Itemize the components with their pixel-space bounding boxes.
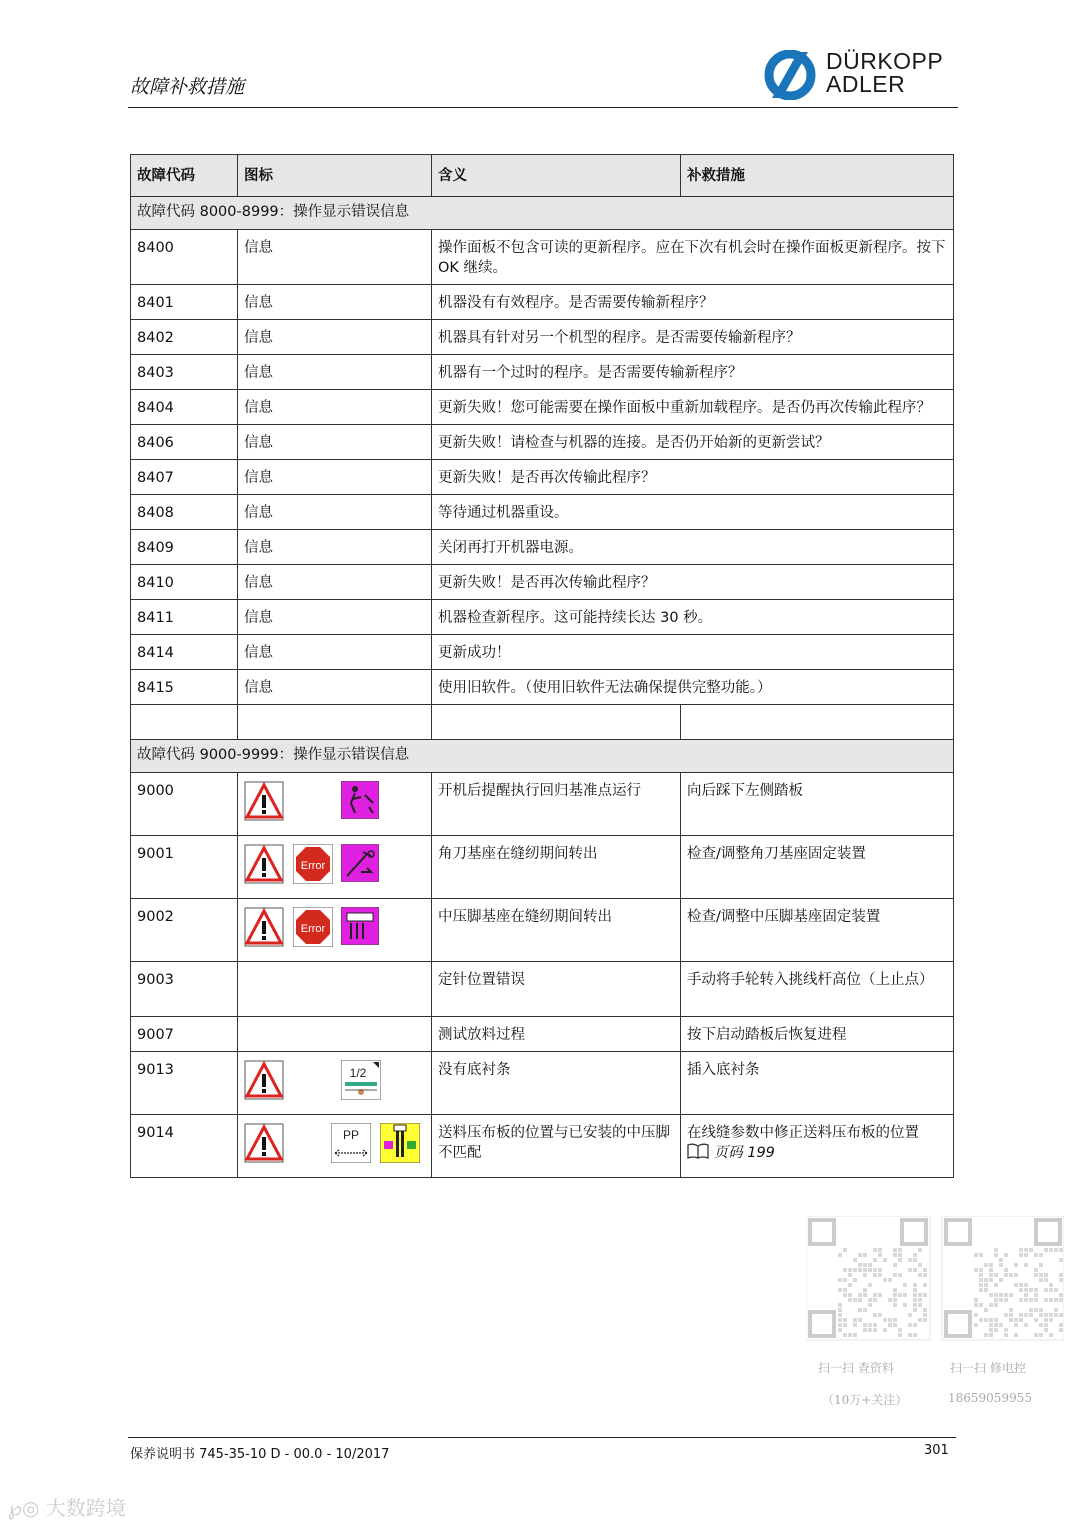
- table-row: [131, 836, 954, 899]
- footer-rule: [128, 1437, 956, 1438]
- icon-cell: 信息: [238, 635, 432, 670]
- table-row: [131, 285, 954, 320]
- code-cell: 8401: [131, 285, 238, 320]
- logo-text: [826, 50, 943, 96]
- logo-line1: DÜRKOPP: [826, 48, 944, 74]
- meaning-cell: 更新失败！是否再次传输此程序？: [432, 460, 954, 495]
- watermark: [8, 1492, 126, 1521]
- remedy-cell: 检查/调整角刀基座固定装置: [681, 836, 954, 899]
- meaning-cell: 关闭再打开机器电源。: [432, 530, 954, 565]
- section-row: [131, 197, 954, 230]
- error-stop-icon: [293, 844, 333, 884]
- qr-caption: 扫一扫 修电控: [950, 1361, 1026, 1375]
- meaning-cell: 送料压布板的位置与已安装的中压脚不匹配: [432, 1115, 681, 1178]
- meaning-cell: 开机后提醒执行回归基准点运行: [432, 773, 681, 836]
- table-header-row: [131, 155, 954, 197]
- icon-cell: 信息: [238, 600, 432, 635]
- section-title: 故障代码 8000-8999：操作显示错误信息: [131, 197, 954, 230]
- table-row: [131, 530, 954, 565]
- code-cell: 9000: [131, 773, 238, 836]
- error-code-table: [130, 154, 954, 1178]
- meaning-cell: 操作面板不包含可读的更新程序。应在下次有机会时在操作面板更新程序。按下 OK 继续。: [432, 230, 954, 285]
- code-cell: 8403: [131, 355, 238, 390]
- code-cell: 8408: [131, 495, 238, 530]
- meaning-cell: 更新失败！您可能需要在操作面板中重新加载程序。是否仍再次传输此程序？: [432, 390, 954, 425]
- logo-mark-icon: [762, 50, 822, 100]
- table-row: [131, 320, 954, 355]
- code-cell: 9007: [131, 1017, 238, 1052]
- error-stop-icon: [293, 907, 333, 947]
- meaning-cell: 机器具有针对另一个机型的程序。是否需要传输新程序？: [432, 320, 954, 355]
- table-row: [131, 495, 954, 530]
- presser-plate-icon: [331, 1123, 371, 1163]
- warning-icon: [244, 907, 284, 947]
- table-row: [131, 600, 954, 635]
- qr-codes: [806, 1216, 1064, 1407]
- icon-cell: [238, 1017, 432, 1052]
- corner-knife-icon: [341, 844, 379, 882]
- column-header: 含义: [432, 155, 681, 197]
- clamp-position-icon: [380, 1123, 420, 1163]
- icon-cell: 信息: [238, 495, 432, 530]
- icon-cell: [238, 773, 432, 836]
- remedy-cell: 检查/调整中压脚基座固定装置: [681, 899, 954, 962]
- table-row: [131, 425, 954, 460]
- empty-row: [131, 705, 954, 740]
- column-header: 故障代码: [131, 155, 238, 197]
- reference-point-icon: [341, 781, 379, 819]
- meaning-cell: 使用旧软件。（使用旧软件无法确保提供完整功能。）: [432, 670, 954, 705]
- remedy-cell: 手动将手轮转入挑线杆高位（上止点）: [681, 962, 954, 1017]
- icon-cell: [238, 899, 432, 962]
- icon-cell: [238, 1115, 432, 1178]
- qr-caption: （10万+关注）: [822, 1393, 908, 1407]
- book-icon: [687, 1143, 709, 1159]
- code-cell: 9013: [131, 1052, 238, 1115]
- warning-icon: [244, 1060, 284, 1100]
- center-presser-foot-icon: [341, 907, 379, 945]
- icon-cell: 信息: [238, 460, 432, 495]
- qr-caption: 扫一扫 查资料: [818, 1361, 894, 1375]
- meaning-cell: 更新成功！: [432, 635, 954, 670]
- code-cell: 8410: [131, 565, 238, 600]
- durkopp-adler-logo: [762, 50, 958, 100]
- code-cell: 8404: [131, 390, 238, 425]
- section-title: 故障代码 9000-9999：操作显示错误信息: [131, 740, 954, 773]
- meaning-cell: 中压脚基座在缝纫期间转出: [432, 899, 681, 962]
- icon-cell: 信息: [238, 425, 432, 460]
- qr-code-icon: [806, 1216, 1064, 1342]
- remedy-cell: 向后踩下左侧踏板: [681, 773, 954, 836]
- page-header-title: 故障补救措施: [130, 76, 245, 98]
- icon-cell: 信息: [238, 355, 432, 390]
- icon-cell: 信息: [238, 230, 432, 285]
- underlay-strip-icon: [341, 1060, 381, 1100]
- code-cell: 9014: [131, 1115, 238, 1178]
- code-cell: 8402: [131, 320, 238, 355]
- error-label: Error: [300, 860, 325, 872]
- meaning-cell: 更新失败！请检查与机器的连接。是否仍开始新的更新尝试？: [432, 425, 954, 460]
- icon-cell: 信息: [238, 320, 432, 355]
- footer-document-id: 保养说明书 745-35-10 D - 00.0 - 10/2017: [130, 1447, 390, 1462]
- table-row: [131, 670, 954, 705]
- pp-label: PP: [343, 1128, 360, 1142]
- meaning-cell: 机器没有有效程序。是否需要传输新程序？: [432, 285, 954, 320]
- code-cell: 9002: [131, 899, 238, 962]
- table-row: [131, 1052, 954, 1115]
- meaning-cell: 没有底衬条: [432, 1052, 681, 1115]
- meaning-cell: 测试放料过程: [432, 1017, 681, 1052]
- error-label: Error: [300, 923, 325, 935]
- meaning-cell: 机器有一个过时的程序。是否需要传输新程序？: [432, 355, 954, 390]
- remedy-cell: 插入底衬条: [681, 1052, 954, 1115]
- table-row: [131, 460, 954, 495]
- code-cell: 8409: [131, 530, 238, 565]
- header-rule: [128, 107, 958, 108]
- table-row: [131, 390, 954, 425]
- warning-icon: [244, 781, 284, 821]
- icon-cell: [238, 1052, 432, 1115]
- icon-cell: [238, 962, 432, 1017]
- icon-cell: 信息: [238, 565, 432, 600]
- table-row: [131, 230, 954, 285]
- code-cell: 9001: [131, 836, 238, 899]
- column-header: 补救措施: [681, 155, 954, 197]
- table-row: [131, 962, 954, 1017]
- table-row: [131, 899, 954, 962]
- code-cell: 9003: [131, 962, 238, 1017]
- code-cell: 8415: [131, 670, 238, 705]
- code-cell: 8411: [131, 600, 238, 635]
- meaning-cell: 更新失败！是否再次传输此程序？: [432, 565, 954, 600]
- page-ref-text: 页码 199: [713, 1145, 775, 1161]
- watermark-text: 大数跨境: [45, 1496, 126, 1520]
- meaning-cell: 机器检查新程序。这可能持续长达 30 秒。: [432, 600, 954, 635]
- code-cell: 8407: [131, 460, 238, 495]
- warning-icon: [244, 844, 284, 884]
- remedy-cell: [681, 1115, 954, 1178]
- table-row: [131, 635, 954, 670]
- code-cell: 8414: [131, 635, 238, 670]
- table-row: [131, 355, 954, 390]
- section-row: [131, 740, 954, 773]
- page-number: 301: [924, 1443, 949, 1458]
- icon-cell: 信息: [238, 390, 432, 425]
- watermark-logo-icon: ℘◎: [8, 1496, 40, 1520]
- code-cell: 8406: [131, 425, 238, 460]
- icon-cell: 信息: [238, 285, 432, 320]
- page-reference[interactable]: [687, 1143, 947, 1163]
- table-row: [131, 565, 954, 600]
- meaning-cell: 定针位置错误: [432, 962, 681, 1017]
- code-cell: 8400: [131, 230, 238, 285]
- remedy-text: 在线缝参数中修正送料压布板的位置: [687, 1125, 919, 1141]
- qr-caption: 18659059955: [948, 1391, 1032, 1405]
- column-header: 图标: [238, 155, 432, 197]
- table-row: [131, 1115, 954, 1178]
- icon-cell: 信息: [238, 670, 432, 705]
- icon-cell: [238, 836, 432, 899]
- meaning-cell: 等待通过机器重设。: [432, 495, 954, 530]
- warning-icon: [244, 1123, 284, 1163]
- half-label: 1/2: [349, 1066, 367, 1080]
- meaning-cell: 角刀基座在缝纫期间转出: [432, 836, 681, 899]
- table-row: [131, 1017, 954, 1052]
- table-row: [131, 773, 954, 836]
- icon-cell: 信息: [238, 530, 432, 565]
- remedy-cell: 按下启动踏板后恢复进程: [681, 1017, 954, 1052]
- logo-line2: ADLER: [826, 71, 906, 97]
